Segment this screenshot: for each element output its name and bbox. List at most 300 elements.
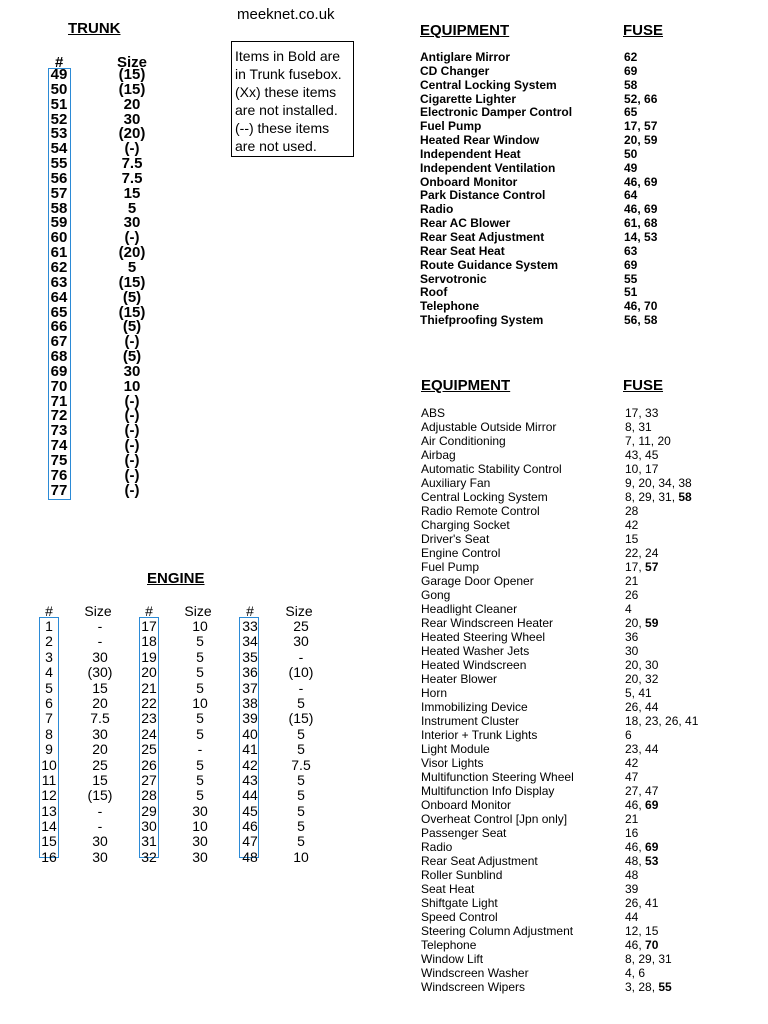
fuse-number: 64 [624,188,638,203]
engine-fuse-row [38,711,138,726]
engine-fuse-size: - [97,618,103,634]
engine-column-header [38,603,138,619]
equipment-fuses [625,966,645,980]
engine-fuse-row [138,788,238,803]
engine-fuse-row [138,619,238,634]
engine-header-size: Size [285,603,313,619]
trunk-fuse-size: (-) [124,437,140,455]
engine-fuse-row [138,834,238,849]
engine-header-num: # [45,603,53,619]
trunk-fuse-size: 30 [123,214,141,232]
fuse-number: 16 [625,826,639,840]
engine-fuse-number: 6 [45,694,53,711]
trunk-fuse-number: 49 [50,66,68,83]
fuse-number: 53 [644,229,658,244]
engine-fuse-number: 7 [45,710,53,727]
equipment-fuses [624,231,657,245]
equipment-row [421,784,761,798]
engine-fuse-number: 24 [141,725,157,742]
equipment-name: Rear Windscreen Heater [421,616,554,630]
engine-title: ENGINE [147,570,205,587]
engine-fuse-number: 17 [141,618,157,634]
equipment-name: Light Module [421,742,490,756]
fuse-number: 46, [625,840,646,854]
fuse-number: 7, 11, 20 [625,434,671,448]
trunk-fuse-size: (-) [124,481,140,499]
fuse-number: 20, 32 [625,672,659,686]
equipment-name: Windscreen Wipers [421,980,526,994]
engine-fuse-number: 11 [41,771,57,788]
equipment-row [421,952,761,966]
engine-fuse-number: 43 [242,771,258,788]
fuse-number: 8, 31 [625,420,652,434]
fuse-number: 48, [625,854,646,868]
equipment-name: Heated Washer Jets [421,644,530,658]
engine-fuse-row [138,850,238,865]
trunk-fuse-size: 30 [123,110,141,128]
equipment-name: Heater Blower [421,672,498,686]
trunk-equipment-header: EQUIPMENT [420,22,510,39]
equipment-row [421,546,761,560]
fuse-number: 20, [624,133,645,148]
trunk-fuse-number: 50 [50,80,68,98]
fuse-number: 21 [625,812,639,826]
fuse-number: 69 [624,257,638,272]
equipment-fuses [625,462,658,476]
equipment-name: Independent Heat [420,146,521,161]
engine-fuse-number: 44 [242,787,258,804]
engine-fuse-row [239,788,339,803]
equipment-name: Fuel Pump [421,560,480,574]
fuse-number: 36 [625,630,639,644]
equipment-name: Telephone [420,299,480,314]
engine-fuse-number: 21 [141,679,157,696]
equipment-row [421,700,761,714]
equipment-row [421,490,761,504]
engine-fuse-row [138,650,238,665]
equipment-row [421,812,761,826]
engine-fuse-number: 3 [45,648,53,665]
equipment-name: Immobilizing Device [421,700,528,714]
trunk-equipment-list [420,51,760,328]
engine-fuse-size: 5 [196,648,204,665]
fuse-number: 62 [624,50,638,64]
trunk-fuse-size: 20 [123,95,141,113]
trunk-fuse-number: 66 [50,318,68,336]
equipment-fuses [625,980,672,994]
equipment-name: Heated Rear Window [420,133,540,148]
engine-fuse-size: 5 [297,787,305,804]
trunk-fuse-number: 65 [50,303,68,321]
trunk-fuse-size: 15 [123,184,141,202]
equipment-name: Park Distance Control [420,188,546,203]
fuse-number: 18, 23, 26, 41 [625,714,699,728]
equipment-name: Driver's Seat [421,532,490,546]
trunk-fuse-size: (20) [118,244,146,262]
engine-fuse-row [239,819,339,834]
engine-fuse-size: 5 [297,833,305,850]
equipment-row [420,189,760,203]
engine-fuse-row [239,681,339,696]
engine-header-size: Size [184,603,212,619]
engine-fuse-size: 30 [293,633,309,650]
engine-fuse-row [138,773,238,788]
engine-fuse-number: 38 [242,694,258,711]
equipment-fuses [624,51,637,65]
engine-fuse-row [138,804,238,819]
equipment-row [421,756,761,770]
engine-fuse-row [239,634,339,649]
equipment-fuses [625,868,638,882]
engine-fuse-row [38,804,138,819]
fuse-number: 46, [625,938,646,952]
note-line: (Xx) these items [235,84,337,100]
trunk-fuse-size: (15) [118,66,146,83]
engine-fuse-number: 14 [41,818,57,835]
equipment-fuses [624,134,657,148]
equipment-fuses [625,644,638,658]
engine-fuse-row [138,742,238,757]
engine-header-num: # [145,603,153,619]
trunk-fuse-size: 7.5 [121,169,143,187]
equipment-name: Roller Sunblind [421,868,503,882]
fuse-number: 48 [625,868,639,882]
engine-fuse-row [239,773,339,788]
equipment-name: Radio [421,840,453,854]
engine-fuse-number: 4 [45,664,53,681]
trunk-fuse-size: (15) [118,80,146,98]
engine-fuse-row [38,619,138,634]
engine-column-header [239,603,339,619]
fuse-number: 17, 33 [625,406,659,420]
fuse-number: 5, 41 [625,686,652,700]
fuse-number: 27, 47 [625,784,659,798]
fuse-number: 4 [625,602,632,616]
fuse-number: 6 [625,728,632,742]
equipment-row [420,300,760,314]
equipment-name: Radio Remote Control [421,504,540,518]
fuse-number: 65 [624,105,638,120]
engine-fuse-number: 39 [242,710,258,727]
engine-fuse-column-1 [38,603,138,865]
fuse-number: 46, [625,798,646,812]
engine-fuse-size: 15 [92,679,108,696]
equipment-name: Rear Seat Heat [420,243,505,258]
engine-fuse-size: 30 [192,833,208,850]
engine-fuse-number: 35 [242,648,258,665]
fuse-number: 69 [645,798,659,812]
equipment-fuses [625,770,638,784]
trunk-fuse-number: 72 [50,407,68,425]
equipment-name: Garage Door Opener [421,574,534,588]
trunk-fuse-size: (-) [124,140,140,158]
equipment-fuses [624,259,637,273]
trunk-fuse-number: 73 [50,422,68,440]
trunk-fuse-number: 62 [50,258,68,276]
engine-fuse-row [239,727,339,742]
equipment-name: Heated Steering Wheel [421,630,546,644]
equipment-fuses [625,546,658,560]
engine-fuse-row [38,819,138,834]
engine-column-header [138,603,238,619]
equipment-fuses [625,672,658,686]
equipment-name: Central Locking System [421,490,548,504]
equipment-name: Headlight Cleaner [421,602,518,616]
engine-fuse-row [38,773,138,788]
fuse-number: 12, 15 [625,924,659,938]
fuse-number: 30 [625,644,639,658]
engine-fuse-number: 13 [41,802,57,819]
equipment-fuses [625,406,658,420]
engine-fuse-row [138,711,238,726]
equipment-fuses [625,518,638,532]
equipment-name: Seat Heat [421,882,475,896]
engine-fuse-column-3 [239,603,339,865]
equipment-fuses [625,448,658,462]
equipment-fuses [624,162,637,176]
trunk-fuse-size: (5) [122,288,142,306]
engine-fuse-size: 5 [196,679,204,696]
engine-fuse-number: 41 [242,741,258,758]
engine-fuse-size: 30 [92,848,108,865]
equipment-fuses [625,434,671,448]
equipment-row [421,560,761,574]
equipment-fuses [624,217,657,231]
engine-fuse-row [138,634,238,649]
equipment-row [421,728,761,742]
fuse-number: 46, [624,299,645,314]
equipment-row [421,868,761,882]
engine-fuse-size: 5 [297,741,305,758]
engine-fuse-size: 5 [196,756,204,773]
equipment-name: Fuel Pump [420,119,482,134]
equipment-name: Auxiliary Fan [421,476,491,490]
engine-fuse-size: 20 [92,694,108,711]
trunk-fuse-number: 70 [50,377,68,395]
engine-fuse-row [38,681,138,696]
engine-equipment-header: EQUIPMENT [421,377,511,394]
equipment-row [420,245,760,259]
trunk-header-num: # [55,54,64,71]
fuse-number: 43, 45 [625,448,659,462]
equipment-row [420,273,760,287]
equipment-name: Route Guidance System [420,257,559,272]
engine-fuse-number: 47 [242,833,258,850]
engine-fuse-row [38,850,138,865]
engine-fuse-number: 30 [141,818,157,835]
engine-fuse-row [239,758,339,773]
fuse-number: 42 [625,518,639,532]
equipment-name: Overheat Control [Jpn only] [421,812,568,826]
equipment-name: Charging Socket [421,518,510,532]
equipment-name: Instrument Cluster [421,714,520,728]
equipment-row [421,518,761,532]
engine-fuse-row [239,742,339,757]
equipment-fuses [625,896,658,910]
engine-fuse-number: 18 [141,633,157,650]
equipment-fuses [624,273,637,287]
equipment-row [421,798,761,812]
engine-header-size: Size [84,603,112,619]
fuse-number: 56, 58 [624,313,658,328]
engine-equipment-list [421,406,761,994]
equipment-name: Passenger Seat [421,826,507,840]
engine-fuse-row [239,650,339,665]
equipment-fuses [624,65,637,79]
engine-fuse-size: 25 [293,618,309,634]
equipment-fuses [625,854,658,868]
equipment-row [421,742,761,756]
trunk-fuse-number: 54 [50,140,68,158]
engine-fuse-number: 8 [45,725,53,742]
engine-fuse-number: 9 [45,741,53,758]
engine-fuse-column-2 [138,603,238,865]
fuse-number: 26, 44 [625,700,659,714]
equipment-name: Rear Seat Adjustment [421,854,538,868]
equipment-name: Independent Ventilation [420,160,556,175]
equipment-name: Onboard Monitor [420,174,518,189]
note-line: Items in Bold are [235,48,341,64]
fuse-number: 52, 66 [624,91,658,106]
fuse-number: 10, 17 [625,462,659,476]
engine-fuse-size: 5 [297,725,305,742]
equipment-name: Air Conditioning [421,434,506,448]
equipment-fuses [625,952,672,966]
trunk-fuse-size: 10 [123,377,141,395]
equipment-row [421,406,761,420]
trunk-fuse-number: 63 [50,273,68,291]
equipment-row [421,434,761,448]
equipment-fuses [625,532,638,546]
engine-fuse-row [239,619,339,634]
fuse-number: 15 [625,532,639,546]
engine-fuse-size: 7.5 [291,756,311,773]
engine-fuse-row [38,742,138,757]
site-name: meeknet.co.uk [237,6,335,23]
equipment-name: Thiefproofing System [420,313,544,328]
fuse-number: 14, [624,229,645,244]
trunk-fuse-size: (-) [124,451,140,469]
engine-fuse-size: - [197,741,203,758]
engine-fuse-size: 30 [192,848,208,865]
equipment-fuses [625,420,652,434]
trunk-fuse-size: (-) [124,229,140,247]
fuse-number: 28 [625,504,639,518]
equipment-name: Horn [421,686,448,700]
trunk-title: TRUNK [68,20,121,37]
engine-fuse-row [38,665,138,680]
engine-fuse-size: 5 [196,710,204,727]
engine-fuse-number: 42 [242,756,258,773]
trunk-fuse-size: (5) [122,348,142,366]
equipment-fuses [625,910,638,924]
fuse-number: 42 [625,756,639,770]
engine-fuse-row [138,681,238,696]
engine-fuse-size: 5 [196,787,204,804]
equipment-fuses [624,189,637,203]
fuse-number: 47 [625,770,639,784]
equipment-row [421,826,761,840]
engine-fuse-size: 5 [196,664,204,681]
equipment-fuses [625,490,692,504]
equipment-row [420,162,760,176]
equipment-fuses [624,106,637,120]
engine-fuse-number: 19 [141,648,157,665]
equipment-fuses [625,938,658,952]
engine-fuse-size: - [97,633,103,650]
engine-header-num: # [246,603,254,619]
equipment-fuses [625,658,658,672]
equipment-fuses [625,924,658,938]
equipment-fuses [625,588,638,602]
engine-fuse-size: - [298,679,304,696]
fuse-number: 44 [625,910,639,924]
equipment-fuses [625,700,658,714]
engine-fuse-row [239,834,339,849]
trunk-fuse-size: 5 [127,199,137,217]
trunk-fuse-number: 60 [50,229,68,247]
engine-fuse-size: 5 [297,694,305,711]
trunk-fuse-number: 76 [50,466,68,484]
engine-fuse-size: 10 [192,618,208,634]
equipment-name: Window Lift [421,952,484,966]
fuse-number: 51 [624,285,638,300]
engine-fuse-row [38,634,138,649]
fuse-number: 69 [624,63,638,78]
fuse-number: 49 [624,160,638,175]
equipment-fuses [625,882,638,896]
engine-fuse-number: 36 [242,664,258,681]
note-line: in Trunk fusebox. [235,66,342,82]
engine-fuse-number: 37 [242,679,258,696]
engine-fuse-row [38,758,138,773]
equipment-fuses [625,840,658,854]
equipment-row [421,630,761,644]
equipment-row [421,588,761,602]
trunk-fuse-number: 52 [50,110,68,128]
engine-fuse-size: 10 [293,848,309,865]
fuse-number: 26 [625,588,639,602]
engine-fuse-size: 5 [196,725,204,742]
engine-fuse-number: 27 [141,771,157,788]
equipment-fuses [625,630,638,644]
equipment-fuses [625,616,658,630]
engine-fuse-number: 32 [141,848,157,865]
fuse-number: 9, 20, 34, 38 [625,476,692,490]
trunk-fuse-number: 59 [50,214,68,232]
equipment-fuses [625,728,632,742]
engine-fuse-row [38,788,138,803]
equipment-name: Servotronic [420,271,487,286]
equipment-name: Cigarette Lighter [420,91,517,106]
engine-fuse-size: 10 [192,694,208,711]
equipment-name: Rear AC Blower [420,216,511,231]
engine-fuse-number: 29 [141,802,157,819]
engine-fuse-size: 7.5 [90,710,110,727]
equipment-row [421,602,761,616]
equipment-row [420,51,760,65]
equipment-fuses [625,812,638,826]
fuse-number: 23, 44 [625,742,659,756]
equipment-row [421,924,761,938]
engine-fuse-row [239,665,339,680]
equipment-row [421,574,761,588]
equipment-fuses [625,602,632,616]
equipment-fuses [625,826,638,840]
equipment-row [420,65,760,79]
engine-fuse-size: 15 [92,771,108,788]
engine-fuse-number: 2 [45,633,53,650]
